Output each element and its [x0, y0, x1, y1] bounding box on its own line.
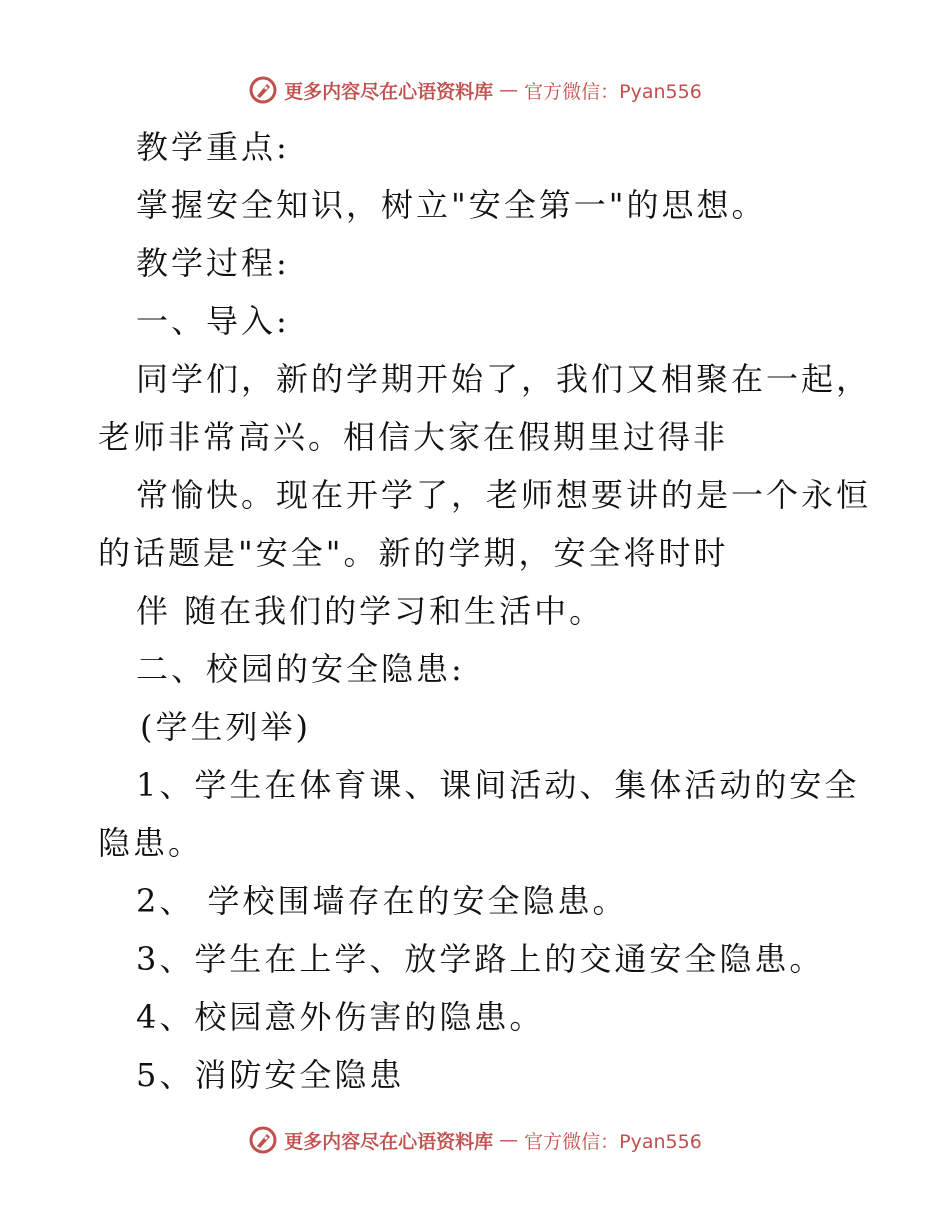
list-item: 3、学生在上学、放学路上的交通安全隐患。 [136, 940, 825, 978]
paragraph-line: 常愉快。现在开学了，老师想要讲的是一个永恒 [136, 476, 872, 514]
paragraph-line: 的话题是"安全"。新的学期，安全将时时 [98, 534, 729, 572]
heading-teaching-focus: 教学重点: [136, 128, 290, 166]
list-item: 2、 学校围墙存在的安全隐患。 [136, 882, 628, 920]
watermark-wechat-text: 官方微信：Pyan556 [524, 80, 702, 103]
document-body [98, 118, 872, 1104]
watermark-separator: — [499, 79, 519, 101]
watermark-wechat-text: 官方微信：Pyan556 [524, 1130, 702, 1153]
pen-nib-circle-icon [248, 1125, 278, 1155]
header-watermark [0, 70, 950, 110]
list-item-continuation: 隐患。 [98, 824, 204, 862]
paragraph-line: 掌握安全知识，树立"安全第一"的思想。 [136, 186, 767, 224]
watermark-site-text: 更多内容尽在心语资料库 [284, 1130, 494, 1153]
heading-section-one: 一、导入: [136, 302, 290, 340]
heading-teaching-process: 教学过程: [136, 244, 290, 282]
footer-watermark [0, 1120, 950, 1160]
paragraph-line: (学生列举) [140, 708, 311, 746]
heading-section-two: 二、校园的安全隐患: [136, 650, 465, 688]
pen-nib-circle-icon [248, 75, 278, 105]
paragraph-line: 老师非常高兴。相信大家在假期里过得非 [98, 418, 729, 456]
paragraph-line: 伴 随在我们的学习和生活中。 [136, 592, 605, 630]
list-item: 4、校园意外伤害的隐患。 [136, 998, 545, 1036]
list-item: 5、消防安全隐患 [136, 1056, 405, 1094]
list-item: 1、学生在体育课、课间活动、集体活动的安全 [136, 766, 860, 804]
watermark-separator: — [499, 1129, 519, 1151]
paragraph-line: 同学们，新的学期开始了，我们又相聚在一起， [136, 360, 872, 398]
watermark-site-text: 更多内容尽在心语资料库 [284, 80, 494, 103]
